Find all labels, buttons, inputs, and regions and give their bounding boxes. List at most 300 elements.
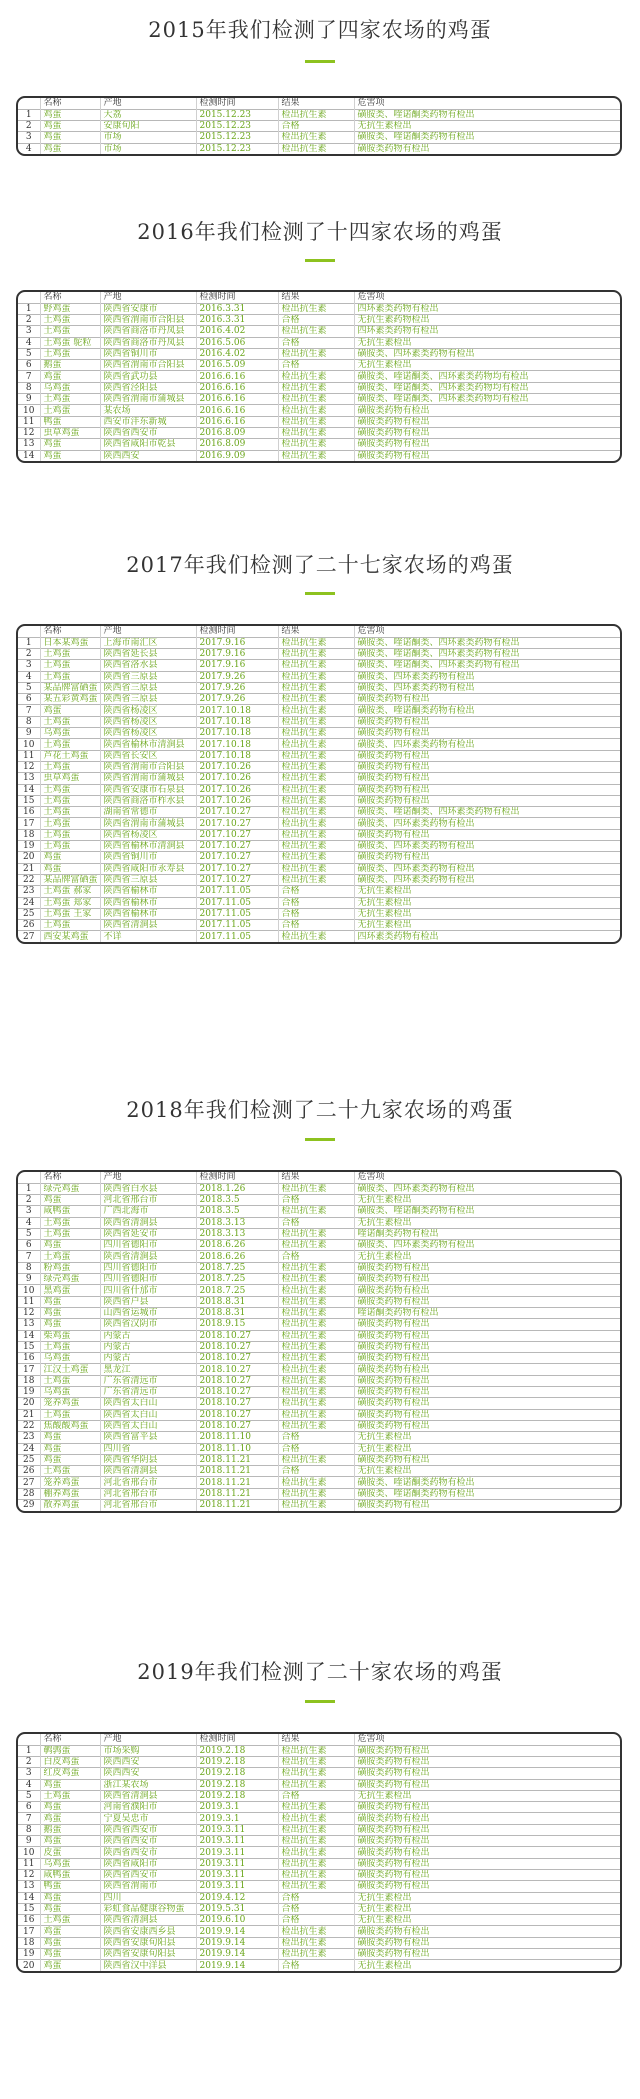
table-cell: 鸡蛋 [40,371,100,382]
table-cell: 鸡蛋 [40,1319,100,1330]
table-cell: 鸭蛋 [40,416,100,427]
table-row [18,807,620,818]
table-cell: 鹅蛋 [40,360,100,371]
table-cell: 土鸡蛋 [40,314,100,325]
table-cell: 陕西省榆林市 [100,897,196,908]
table-row [18,1500,620,1511]
table-cell: 土鸡蛋 鸵粒 [40,337,100,348]
table-cell: 陕西省渭南市合阳县 [100,314,196,325]
table-cell: 12 [18,1869,40,1880]
table-cell: 合格 [278,1194,354,1205]
table-cell: 2019.5.31 [196,1903,278,1914]
table-cell: 陕西省延长县 [100,648,196,659]
table-row [18,1869,620,1880]
table-cell: 市场 [100,132,196,143]
table-row [18,360,620,371]
table-cell: 某品牌富硒蛋 [40,682,100,693]
table-cell: 21 [18,863,40,874]
table-cell: 鸡蛋 [40,1307,100,1318]
section-title: 2017年我们检测了二十七家农场的鸡蛋 [126,553,514,577]
table-cell: 土鸡蛋 [40,739,100,750]
table-row [18,648,620,659]
table-cell: 合格 [278,1915,354,1926]
table-cell: 2018.6.26 [196,1251,278,1262]
table-cell: 土鸡蛋 [40,326,100,337]
table-cell: 陕西省商洛市丹凤县 [100,326,196,337]
table-cell: 土鸡蛋 [40,671,100,682]
column-header: 名称 [40,1734,100,1745]
table-cell: 磺胺类、喹诺酮类药物有检出 [357,705,475,716]
table-cell: 合格 [278,314,354,325]
table-cell: 无抗生素检出 [357,1791,412,1802]
table-cell: 2019.3.11 [196,1869,278,1880]
table-cell: 检出抗生素 [278,1488,354,1499]
column-header: 危害项 [357,1734,385,1745]
table-cell: 2018.11.21 [196,1477,278,1488]
table-cell: 浙江某农场 [100,1779,196,1790]
table-cell: 磺胺类、喹诺酮类药物有检出 [357,1206,475,1217]
table-cell: 检出抗生素 [278,1869,354,1880]
table-cell: 2018.11.10 [196,1432,278,1443]
table-cell: 鸡蛋 [40,1454,100,1465]
table-cell: 合格 [278,1251,354,1262]
table-cell: 土鸡蛋 [40,1375,100,1386]
table-cell: 无抗生素检出 [357,121,412,132]
table-cell: 2016.6.16 [196,416,278,427]
table-row [18,337,620,348]
table-cell: 5 [18,348,40,359]
table-cell: 陕西省安康旬阳县 [100,1937,196,1948]
table-cell: 4 [18,1217,40,1228]
table-cell: 磺胺类药物有检出 [357,1836,430,1847]
table-cell: 陕西省泾阳县 [100,382,196,393]
table-cell: 12 [18,427,40,438]
table-cell: 山西省运城市 [100,1307,196,1318]
table-cell: 13 [18,439,40,450]
table-cell: 2017.11.05 [196,886,278,897]
table-cell: 17 [18,1926,40,1937]
table-row [18,1228,620,1239]
table-cell: 市场 [100,143,196,154]
table-cell: 2017.10.26 [196,773,278,784]
table-cell: 磺胺类药物有检出 [357,416,430,427]
column-header [18,292,40,303]
table-cell: 2017.10.27 [196,852,278,863]
table-cell: 合格 [278,360,354,371]
table-cell: 2019.3.11 [196,1847,278,1858]
table-cell: 喹诺酮类药物有检出 [357,1229,439,1240]
table-cell: 无抗生素药物检出 [357,315,430,326]
column-header: 危害项 [357,1172,385,1183]
table-cell: 磺胺类、喹诺酮类药物有检出 [357,109,475,120]
table-cell: 检出抗生素 [278,1937,354,1948]
table-cell: 11 [18,416,40,427]
title-underline [305,60,335,63]
table-cell: 2017.10.18 [196,728,278,739]
table-cell: 磺胺类、喹诺酮类药物有检出 [357,1488,475,1499]
table-row [18,1353,620,1364]
table-cell: 16 [18,807,40,818]
table-cell: 无抗生素检出 [357,897,412,908]
table-cell: 虫草鸡蛋 [40,427,100,438]
table-cell: 2017.9.16 [196,648,278,659]
table-row [18,1756,620,1767]
table-cell: 磺胺类药物有检出 [357,1296,430,1307]
results-table [16,1170,622,1513]
table-cell: 2017.10.26 [196,795,278,806]
table-cell: 2016.4.02 [196,348,278,359]
table-row [18,705,620,716]
table-cell: 20 [18,1398,40,1409]
table-cell: 8 [18,382,40,393]
table-cell: 陕西省三原县 [100,682,196,693]
table-cell: 磺胺类药物有检出 [357,784,430,795]
table-cell: 6 [18,1240,40,1251]
table-cell: 咸鸭蛋 [40,1206,100,1217]
column-header: 检测时间 [196,98,278,109]
table-cell: 鹌鹑蛋 [40,1745,100,1756]
table-cell: 陕西西安 [100,1768,196,1779]
table-cell: 2018.11.21 [196,1488,278,1499]
table-cell: 6 [18,694,40,705]
table-cell: 陕西省榆林市清涧县 [100,841,196,852]
table-row [18,405,620,416]
table-cell: 检出抗生素 [278,1307,354,1318]
table-cell: 检出抗生素 [278,1813,354,1824]
table-cell: 2017.9.26 [196,694,278,705]
table-cell: 磺胺类药物有检出 [357,1926,430,1937]
column-header [18,1734,40,1745]
table-row [18,1858,620,1869]
table-cell: 检出抗生素 [278,143,354,154]
table-row [18,326,620,337]
table-cell: 磺胺类药物有检出 [357,1262,430,1273]
table-row [18,1790,620,1801]
table-cell: 磺胺类、喹诺酮类药物有检出 [357,1477,475,1488]
table-cell: 2018.11.21 [196,1466,278,1477]
table-row [18,1824,620,1835]
table-cell: 11 [18,1296,40,1307]
table-cell: 检出抗生素 [278,671,354,682]
table-cell: 2 [18,314,40,325]
table-cell: 陕西省杨凌区 [100,728,196,739]
table-cell: 陕西省杨凌区 [100,716,196,727]
column-header [18,1172,40,1183]
table-row [18,1745,620,1756]
table-cell: 2017.11.05 [196,908,278,919]
table-cell: 四川省德阳市 [100,1240,196,1251]
table-cell: 23 [18,1432,40,1443]
table-cell: 陕西省安康市石泉县 [100,784,196,795]
table-cell: 无抗生素检出 [357,1432,412,1443]
table-cell: 磺胺类药物有检出 [357,852,430,863]
table-cell: 磺胺类、喹诺酮类、四环素类药物均有检出 [357,371,529,382]
table-cell: 20 [18,1960,40,1971]
table-row [18,1398,620,1409]
table-cell: 9 [18,1274,40,1285]
table-cell: 2018.8.31 [196,1296,278,1307]
table-cell: 磺胺类药物有检出 [357,1387,430,1398]
table-cell: 2018.3.13 [196,1217,278,1228]
table-cell: 磺胺类药物有检出 [357,829,430,840]
table-cell: 土鸡蛋 郑家 [40,897,100,908]
table-cell: 磺胺类药物有检出 [357,1274,430,1285]
table-row [18,897,620,908]
table-cell: 陕西省咸阳市 [100,1858,196,1869]
column-header: 危害项 [357,292,385,303]
table-cell: 检出抗生素 [278,427,354,438]
table-cell: 检出抗生素 [278,326,354,337]
table-cell: 13 [18,1881,40,1892]
table-cell: 鸡蛋 [40,143,100,154]
table-cell: 检出抗生素 [278,1398,354,1409]
table-cell: 2018.10.27 [196,1387,278,1398]
table-row [18,1466,620,1477]
table-cell: 磺胺类药物有检出 [357,1937,430,1948]
column-header: 结果 [278,98,354,109]
table-cell: 磺胺类药物有检出 [357,1824,430,1835]
table-cell: 14 [18,784,40,795]
table-cell: 陕西省富平县 [100,1432,196,1443]
table-cell: 磺胺类药物有检出 [357,728,430,739]
table-row [18,660,620,671]
table-cell: 磺胺类药物有检出 [357,1870,430,1881]
table-cell: 检出抗生素 [278,348,354,359]
table-cell: 检出抗生素 [278,450,354,461]
table-cell: 磺胺类药物有检出 [357,143,430,154]
table-cell: 鸡蛋 [40,863,100,874]
table-cell: 合格 [278,897,354,908]
table-cell: 鸡蛋 [40,1949,100,1960]
table-cell: 磺胺类药物有检出 [357,1813,430,1824]
column-header: 产地 [100,98,196,109]
table-cell: 检出抗生素 [278,1262,354,1273]
table-cell: 2018.7.25 [196,1274,278,1285]
table-cell: 4 [18,1779,40,1790]
table-cell: 陕西省渭南市合阳县 [100,761,196,772]
table-cell: 17 [18,1364,40,1375]
table-cell: 检出抗生素 [278,705,354,716]
table-cell: 河南省濮阳市 [100,1802,196,1813]
table-cell: 陕西省延安市 [100,1228,196,1239]
table-row [18,1240,620,1251]
table-cell: 黑龙江 [100,1364,196,1375]
table-cell: 土鸡蛋 [40,829,100,840]
table-cell: 土鸡蛋 [40,1217,100,1228]
table-row [18,1937,620,1948]
column-header: 名称 [40,292,100,303]
table-cell: 20 [18,852,40,863]
table-cell: 2017.10.18 [196,739,278,750]
table-cell: 无抗生素检出 [357,920,412,931]
table-cell: 检出抗生素 [278,852,354,863]
table-cell: 四环素类药物有检出 [357,931,439,942]
table-cell: 无抗生素检出 [357,1903,412,1914]
table-cell: 虫草鸡蛋 [40,773,100,784]
table-cell: 合格 [278,120,354,131]
table-cell: 27 [18,931,40,942]
table-cell: 19 [18,1387,40,1398]
table-cell: 1 [18,637,40,648]
table-cell: 无抗生素检出 [357,1960,412,1971]
table-cell: 鸡蛋 [40,1432,100,1443]
table-cell: 检出抗生素 [278,1477,354,1488]
table-cell: 18 [18,1937,40,1948]
table-cell: 磺胺类药物有检出 [357,450,430,461]
table-cell: 土鸡蛋 [40,648,100,659]
table-cell: 芦花土鸡蛋 [40,750,100,761]
table-cell: 内蒙古 [100,1353,196,1364]
table-cell: 合格 [278,1466,354,1477]
table-row [18,427,620,438]
table-cell: 2018.10.27 [196,1364,278,1375]
table-cell: 2018.11.21 [196,1454,278,1465]
table-cell: 7 [18,1813,40,1824]
table-cell: 土鸡蛋 [40,761,100,772]
table-cell: 2018.11.10 [196,1443,278,1454]
table-row [18,818,620,829]
table-cell: 磺胺类药物有检出 [357,1364,430,1375]
table-row [18,1847,620,1858]
table-cell: 18 [18,829,40,840]
table-cell: 陕西西安 [100,1756,196,1767]
table-cell: 检出抗生素 [278,807,354,818]
table-cell: 25 [18,908,40,919]
table-cell: 2019.3.1 [196,1802,278,1813]
table-cell: 咸鸭蛋 [40,1869,100,1880]
column-header: 产地 [100,292,196,303]
table-cell: 绿壳鸡蛋 [40,1183,100,1194]
table-cell: 检出抗生素 [278,648,354,659]
column-header: 名称 [40,626,100,637]
table-cell: 2017.11.05 [196,897,278,908]
table-cell: 2018.10.27 [196,1398,278,1409]
table-cell: 合格 [278,337,354,348]
table-cell: 陕西省西安市 [100,1847,196,1858]
table-row [18,1779,620,1790]
table-cell: 磺胺类、四环素类药物有检出 [357,739,475,750]
table-cell: 鸡蛋 [40,1443,100,1454]
table-cell: 喹诺酮类药物有检出 [357,1308,439,1319]
table-cell: 广东省清远市 [100,1375,196,1386]
table-cell: 2015.12.23 [196,143,278,154]
table-cell: 乌鸡蛋 [40,728,100,739]
table-cell: 磺胺类、四环素类药物有检出 [357,863,475,874]
table-cell: 检出抗生素 [278,750,354,761]
table-cell: 检出抗生素 [278,863,354,874]
table-cell: 检出抗生素 [278,382,354,393]
table-cell: 黑鸡蛋 [40,1285,100,1296]
table-cell: 检出抗生素 [278,1824,354,1835]
table-cell: 磺胺类药物有检出 [357,1500,430,1511]
table-cell: 磺胺类药物有检出 [357,750,430,761]
table-cell: 陕西省太白山 [100,1409,196,1420]
table-cell: 笼养鸡蛋 [40,1477,100,1488]
table-cell: 土鸡蛋 [40,1790,100,1801]
table-row [18,1432,620,1443]
table-row [18,1949,620,1960]
table-cell: 陕西省西安市 [100,1824,196,1835]
table-cell: 2019.3.11 [196,1881,278,1892]
table-cell: 10 [18,739,40,750]
table-row [18,874,620,885]
table-cell: 土鸡蛋 [40,405,100,416]
table-cell: 2017.10.26 [196,784,278,795]
table-row [18,863,620,874]
table-cell: 磺胺类、四环素类药物有检出 [357,818,475,829]
table-cell: 宁夏吴忠市 [100,1813,196,1824]
table-cell: 2017.10.27 [196,874,278,885]
table-cell: 2015.12.23 [196,120,278,131]
table-cell: 河北省邢台市 [100,1194,196,1205]
table-cell: 2019.2.18 [196,1756,278,1767]
table-cell: 2018.11.21 [196,1500,278,1511]
table-cell: 陕西省商洛市丹凤县 [100,337,196,348]
table-cell: 四环素类药物有检出 [357,326,439,337]
section-title: 2018年我们检测了二十九家农场的鸡蛋 [126,1098,514,1122]
results-table [16,1732,622,1973]
table-cell: 2017.9.26 [196,682,278,693]
column-header: 名称 [40,98,100,109]
table-cell: 磺胺类、四环素类药物有检出 [357,349,475,360]
table-cell: 鸡蛋 [40,1194,100,1205]
table-cell: 4 [18,143,40,154]
table-cell: 土鸡蛋 [40,716,100,727]
table-cell: 陕西省榆林市 [100,886,196,897]
table-cell: 红皮鸡蛋 [40,1768,100,1779]
table-cell: 2019.2.18 [196,1768,278,1779]
column-header: 产地 [100,626,196,637]
table-cell: 2018.1.26 [196,1183,278,1194]
table-row [18,1307,620,1318]
table-cell: 7 [18,371,40,382]
table-cell: 陕西省清涧县 [100,1790,196,1801]
table-cell: 26 [18,920,40,931]
table-cell: 广东省清远市 [100,1387,196,1398]
table-cell: 检出抗生素 [278,132,354,143]
table-cell: 检出抗生素 [278,637,354,648]
table-cell: 柴鸡蛋 [40,1330,100,1341]
table-cell: 13 [18,773,40,784]
table-cell: 9 [18,1836,40,1847]
table-cell: 检出抗生素 [278,303,354,314]
table-cell: 合格 [278,920,354,931]
table-cell: 鸭蛋 [40,1881,100,1892]
table-row [18,1454,620,1465]
table-cell: 2017.10.18 [196,716,278,727]
table-cell: 磺胺类药物有检出 [357,1398,430,1409]
table-cell: 焦酸酸鸡蛋 [40,1420,100,1431]
table-cell: 10 [18,1847,40,1858]
table-cell: 陕西省渭南市蒲城县 [100,818,196,829]
table-cell: 检出抗生素 [278,1756,354,1767]
table-cell: 检出抗生素 [278,660,354,671]
table-row [18,1375,620,1386]
table-cell: 18 [18,1375,40,1386]
table-cell: 12 [18,761,40,772]
table-cell: 1 [18,109,40,120]
table-cell: 检出抗生素 [278,1240,354,1251]
table-cell: 河北省邢台市 [100,1488,196,1499]
table-row [18,1364,620,1375]
table-cell: 江汉土鸡蛋 [40,1364,100,1375]
table-cell: 检出抗生素 [278,1858,354,1869]
table-cell: 四川省 [100,1443,196,1454]
table-cell: 土鸡蛋 [40,1466,100,1477]
table-cell: 12 [18,1307,40,1318]
table-cell: 2019.2.18 [196,1790,278,1801]
table-cell: 绿壳鸡蛋 [40,1274,100,1285]
